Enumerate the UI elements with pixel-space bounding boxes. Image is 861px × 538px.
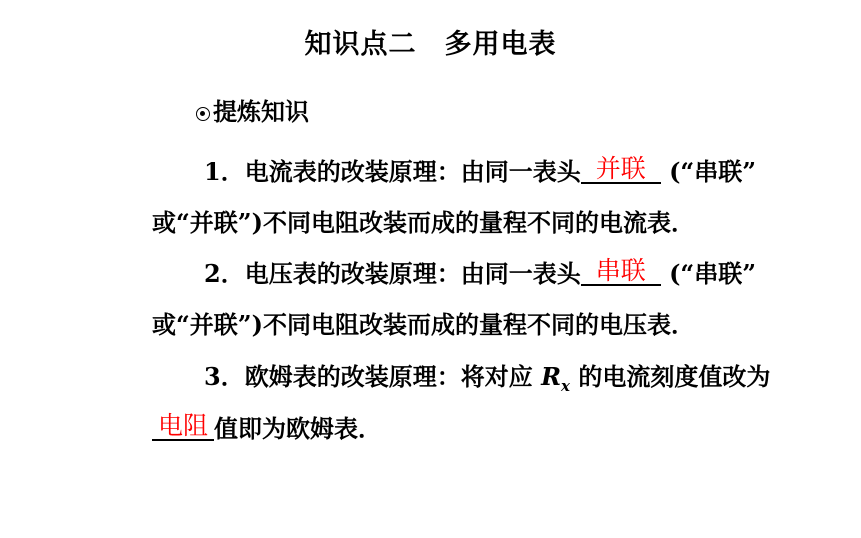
page-title xyxy=(0,22,861,61)
title-part2: 多用电表 xyxy=(444,29,557,60)
section-heading-label: 提炼知识 xyxy=(213,97,309,126)
section-heading xyxy=(196,92,309,127)
item-3-text-after: 的电流刻度值改为 xyxy=(578,362,771,391)
item-1-blank xyxy=(581,154,661,184)
item-1-line-1 xyxy=(204,152,756,187)
item-3-line-1 xyxy=(204,357,770,395)
item-1-line-2: 或“并联”)不同电阻改装而成的量程不同的电流表． xyxy=(152,208,695,237)
item-1-text: 电流表的改装原理：由同一表头 xyxy=(244,157,581,186)
item-2-text: 电压表的改装原理：由同一表头 xyxy=(244,259,581,288)
bullet-icon xyxy=(196,107,210,121)
item-2-text-after: (“串联” xyxy=(669,259,757,288)
item-2-line-1 xyxy=(204,254,756,289)
item-2-blank xyxy=(581,256,661,286)
item-3-variable-letter: R xyxy=(541,362,562,391)
item-3-text: 欧姆表的改装原理：将对应 xyxy=(244,362,533,391)
item-3-blank xyxy=(152,411,214,441)
item-2-number: 2． xyxy=(204,259,245,288)
item-2-answer: 串联 xyxy=(595,256,646,285)
item-1-answer: 并联 xyxy=(595,154,646,183)
item-3-line-2-text: 值即为欧姆表． xyxy=(214,414,382,443)
item-3-number: 3． xyxy=(204,362,245,391)
item-1-number: 1． xyxy=(204,157,245,186)
item-1-text-after: (“串联” xyxy=(669,157,757,186)
item-3-line-2 xyxy=(152,409,382,444)
title-part1: 知识点二 xyxy=(304,29,417,60)
item-3-answer: 电阻 xyxy=(157,411,208,440)
item-2-line-2: 或“并联”)不同电阻改装而成的量程不同的电压表． xyxy=(152,310,695,339)
item-3-variable-subscript: x xyxy=(561,376,570,395)
item-3-variable xyxy=(541,362,570,395)
